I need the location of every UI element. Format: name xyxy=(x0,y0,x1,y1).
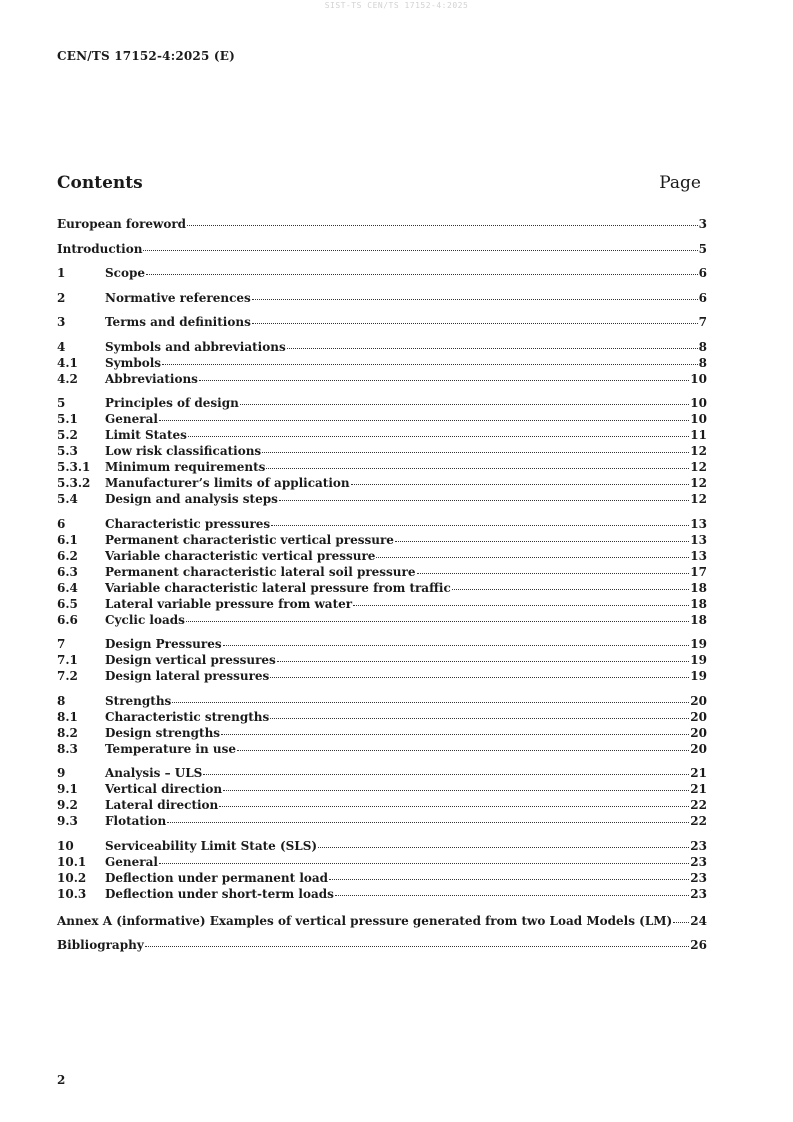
toc-entry-title: Normative references xyxy=(105,290,251,305)
toc-entry-number: 6.2 xyxy=(57,548,78,563)
toc-leader-dots xyxy=(351,473,690,485)
toc-entry-page: 22 xyxy=(690,814,707,828)
toc-entry-number: 9.1 xyxy=(57,782,78,796)
toc-entry-number: 6.4 xyxy=(57,580,78,595)
toc-entry-number: 7 xyxy=(57,637,66,651)
table-of-contents xyxy=(57,216,707,953)
toc-leader-dots xyxy=(237,739,689,751)
toc-leader-dots xyxy=(219,795,689,807)
toc-entry-page: 3 xyxy=(698,217,707,231)
toc-entry-page: 12 xyxy=(690,460,707,474)
toc-entry[interactable] xyxy=(57,913,707,929)
toc-entry-page: 20 xyxy=(690,725,707,740)
toc-entry-number: 10.2 xyxy=(57,870,87,885)
toc-entry-title: Deflection under short-term loads xyxy=(105,886,334,901)
toc-entry-number: 8.1 xyxy=(57,709,78,724)
toc-entry-page: 18 xyxy=(690,612,707,627)
toc-entry[interactable] xyxy=(57,741,707,757)
page-number: 2 xyxy=(57,1073,66,1087)
toc-entry-title: Low risk classifications xyxy=(105,444,262,458)
toc-leader-dots xyxy=(143,239,697,251)
toc-entry-title: Design vertical pressures xyxy=(105,653,276,667)
toc-entry[interactable] xyxy=(57,371,707,387)
toc-leader-dots xyxy=(353,594,689,606)
toc-entry-number: 5.3.2 xyxy=(57,476,91,490)
toc-leader-dots xyxy=(199,369,689,381)
toc-entry-number: 5 xyxy=(57,396,66,410)
toc-entry-number: 5.1 xyxy=(57,412,78,426)
toc-leader-dots xyxy=(335,884,689,896)
toc-entry-title: Lateral variable pressure from water xyxy=(105,596,353,611)
toc-entry-page: 10 xyxy=(690,371,707,386)
toc-entry-title: Symbols xyxy=(105,355,162,370)
toc-entry-title: Design lateral pressures xyxy=(105,669,270,683)
toc-entry-number: 3 xyxy=(57,315,66,329)
toc-leader-dots xyxy=(172,691,689,703)
toc-entry-number: 2 xyxy=(57,290,66,305)
toc-entry-number: 6 xyxy=(57,516,66,531)
toc-leader-dots xyxy=(167,811,689,823)
toc-entry-number: 7.1 xyxy=(57,653,78,667)
toc-entry-page: 21 xyxy=(690,782,707,796)
toc-entry-number: 4.1 xyxy=(57,355,78,370)
toc-entry-page: 18 xyxy=(690,596,707,611)
toc-entry-title: Serviceability Limit State (SLS) xyxy=(105,838,318,853)
toc-entry-title: Symbols and abbreviations xyxy=(105,339,286,354)
toc-entry-page: 6 xyxy=(698,290,707,305)
page-column-heading: Page xyxy=(659,173,701,193)
toc-leader-dots xyxy=(262,441,689,453)
toc-entry-title: Cyclic loads xyxy=(105,612,185,627)
toc-entry[interactable] xyxy=(57,241,707,257)
toc-leader-dots xyxy=(159,852,689,864)
toc-leader-dots xyxy=(252,312,698,324)
toc-entry-title: Minimum requirements xyxy=(105,460,266,474)
toc-entry-number: 6.3 xyxy=(57,564,78,579)
toc-entry-page: 12 xyxy=(690,492,707,506)
toc-entry[interactable] xyxy=(57,813,707,829)
toc-entry-number: 9 xyxy=(57,766,66,780)
toc-entry-title: Variable characteristic lateral pressure from traffic xyxy=(105,580,451,595)
toc-entry-page: 6 xyxy=(698,266,707,280)
toc-entry-title: Temperature in use xyxy=(105,741,236,756)
toc-entry-title: Introduction xyxy=(57,241,143,256)
toc-entry-page: 10 xyxy=(690,396,707,410)
toc-leader-dots xyxy=(146,263,698,275)
toc-leader-dots xyxy=(318,836,689,848)
toc-leader-dots xyxy=(162,353,698,365)
toc-leader-dots xyxy=(673,911,689,923)
toc-leader-dots xyxy=(203,763,689,775)
toc-leader-dots xyxy=(271,514,689,526)
toc-entry-number: 6.1 xyxy=(57,532,78,547)
toc-entry-number: 10.1 xyxy=(57,854,87,869)
toc-entry-page: 20 xyxy=(690,709,707,724)
toc-leader-dots xyxy=(266,457,689,469)
toc-entry-page: 19 xyxy=(690,637,707,651)
toc-entry-number: 5.4 xyxy=(57,492,78,506)
toc-entry-page: 12 xyxy=(690,476,707,490)
toc-entry-page: 20 xyxy=(690,741,707,756)
toc-leader-dots xyxy=(270,666,689,678)
toc-leader-dots xyxy=(221,723,689,735)
toc-entry-page: 19 xyxy=(690,669,707,683)
toc-entry-number: 9.3 xyxy=(57,814,78,828)
toc-entry-title: Deflection under permanent load xyxy=(105,870,329,885)
toc-entry-number: 10 xyxy=(57,838,74,853)
toc-entry-title: General xyxy=(105,854,158,869)
toc-entry-page: 10 xyxy=(690,412,707,426)
toc-entry-number: 7.2 xyxy=(57,669,78,683)
toc-leader-dots xyxy=(252,288,698,300)
toc-entry-page: 21 xyxy=(690,766,707,780)
toc-entry-title: Design strengths xyxy=(105,725,221,740)
toc-entry-title: Annex A (informative) Examples of vertical pressure generated from two Load Models (LM) xyxy=(57,913,673,928)
toc-entry-title: Bibliography xyxy=(57,938,144,952)
toc-entry-page: 22 xyxy=(690,798,707,812)
toc-entry-title: Design and analysis steps xyxy=(105,492,278,506)
toc-entry[interactable] xyxy=(57,668,707,684)
toc-entry-number: 8 xyxy=(57,693,66,708)
toc-leader-dots xyxy=(417,562,690,574)
toc-leader-dots xyxy=(223,779,689,791)
toc-leader-dots xyxy=(270,707,689,719)
toc-entry-number: 5.2 xyxy=(57,428,78,442)
toc-entry-page: 19 xyxy=(690,653,707,667)
toc-entry[interactable] xyxy=(57,290,707,306)
toc-entry-title: Characteristic strengths xyxy=(105,709,270,724)
toc-entry-number: 5.3.1 xyxy=(57,460,91,474)
toc-entry-title: Lateral direction xyxy=(105,798,219,812)
toc-leader-dots xyxy=(145,935,690,947)
toc-entry-number: 9.2 xyxy=(57,798,78,812)
toc-entry-title: Principles of design xyxy=(105,396,239,410)
toc-leader-dots xyxy=(223,634,690,646)
toc-entry-page: 11 xyxy=(690,428,707,442)
toc-entry[interactable] xyxy=(57,216,707,232)
toc-entry-number: 8.2 xyxy=(57,725,78,740)
document-identifier: CEN/TS 17152-4:2025 (E) xyxy=(57,49,236,63)
toc-leader-dots xyxy=(376,546,689,558)
toc-entry-title: Abbreviations xyxy=(105,371,198,386)
toc-entry-number: 10.3 xyxy=(57,886,87,901)
toc-entry-page: 17 xyxy=(690,564,707,579)
toc-entry-title: Characteristic pressures xyxy=(105,516,271,531)
toc-entry-title: Terms and definitions xyxy=(105,315,251,329)
toc-leader-dots xyxy=(277,650,690,662)
toc-entry-title: Permanent characteristic vertical pressure xyxy=(105,532,394,547)
toc-entry-title: Limit States xyxy=(105,428,187,442)
toc-entry-title: Variable characteristic vertical pressure xyxy=(105,548,376,563)
toc-entry[interactable] xyxy=(57,265,707,281)
toc-entry-title: General xyxy=(105,412,158,426)
toc-entry[interactable] xyxy=(57,612,707,628)
toc-entry-page: 24 xyxy=(690,913,707,928)
toc-leader-dots xyxy=(159,409,689,421)
toc-entry-page: 7 xyxy=(698,315,707,329)
toc-leader-dots xyxy=(329,868,689,880)
toc-entry-page: 26 xyxy=(690,938,707,952)
toc-entry-title: Scope xyxy=(105,266,146,280)
toc-entry-number: 4.2 xyxy=(57,371,78,386)
toc-leader-dots xyxy=(279,489,689,501)
toc-entry-page: 12 xyxy=(690,444,707,458)
toc-leader-dots xyxy=(187,214,698,226)
toc-entry[interactable] xyxy=(57,314,707,330)
toc-entry-page: 23 xyxy=(690,838,707,853)
toc-entry-title: Flotation xyxy=(105,814,167,828)
toc-entry-page: 13 xyxy=(690,532,707,547)
watermark: SIST-TS CEN/TS 17152-4:2025 xyxy=(324,1,469,10)
toc-leader-dots xyxy=(188,425,689,437)
toc-entry-title: Vertical direction xyxy=(105,782,223,796)
toc-leader-dots xyxy=(287,337,698,349)
toc-entry-page: 23 xyxy=(690,870,707,885)
toc-entry-number: 8.3 xyxy=(57,741,78,756)
toc-entry-number: 5.3 xyxy=(57,444,78,458)
toc-entry-page: 8 xyxy=(698,355,707,370)
toc-entry-page: 23 xyxy=(690,854,707,869)
toc-entry-page: 13 xyxy=(690,516,707,531)
toc-entry-page: 23 xyxy=(690,886,707,901)
contents-heading: Contents xyxy=(57,173,143,193)
toc-entry[interactable] xyxy=(57,886,707,902)
toc-entry[interactable] xyxy=(57,491,707,507)
toc-leader-dots xyxy=(240,393,689,405)
toc-entry-number: 6.6 xyxy=(57,612,78,627)
toc-entry-title: Analysis – ULS xyxy=(105,766,203,780)
toc-leader-dots xyxy=(452,578,690,590)
toc-entry-number: 4 xyxy=(57,339,66,354)
toc-entry-page: 18 xyxy=(690,580,707,595)
toc-entry-page: 20 xyxy=(690,693,707,708)
toc-entry-page: 8 xyxy=(698,339,707,354)
toc-entry-title: European foreword xyxy=(57,217,187,231)
toc-leader-dots xyxy=(395,530,689,542)
toc-entry-number: 1 xyxy=(57,266,66,280)
toc-entry-page: 5 xyxy=(698,241,707,256)
toc-entry-title: Strengths xyxy=(105,693,172,708)
toc-leader-dots xyxy=(186,610,689,622)
toc-entry-title: Design Pressures xyxy=(105,637,222,651)
toc-entry[interactable] xyxy=(57,937,707,953)
toc-entry-page: 13 xyxy=(690,548,707,563)
toc-entry-title: Permanent characteristic lateral soil pressure xyxy=(105,564,416,579)
toc-entry-number: 6.5 xyxy=(57,596,78,611)
toc-entry-title: Manufacturer’s limits of application xyxy=(105,476,350,490)
